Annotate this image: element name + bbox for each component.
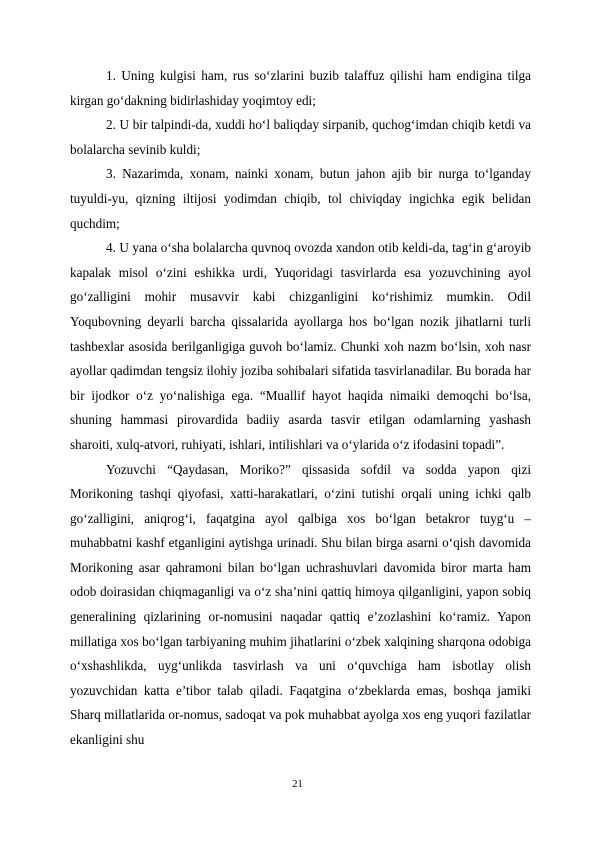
body-text: [70, 64, 531, 753]
paragraph-5: Yozuvchi “Qaydasan, Moriko?” qissasida sofdil va sodda yapon qizi Morikoning tashqi qiyofasi, xatti-harakatlari, o‘zini tutishi orqali uning ichki qalb go‘zalligini, aniqrog‘i, faqatgina ayol qalbiga xos bo‘lgan betakror tuyg‘u – muhabbatni kashf etganligini aytishga urinadi. Shu bilan birga asarni o‘qish davomida Morikoning asar qahramoni bilan bo‘lgan uchrashuvlari davomida biror marta ham odob doirasidan chiqmaganligi va o‘z sha’nini qattiq himoya qilganligini, yapon sobiq generalining qizlarining or-nomusini naqadar qattiq e’zozlashini ko‘ramiz. Yapon millatiga xos bo‘lgan tarbiyaning muhim jihatlarini o‘zbek xalqining sharqona odobiga o‘xshashlikda, uyg‘unlikda tasvirlash va uni o‘quvchiga ham isbotlay olish yozuvchidan katta e’tibor talab qiladi. Faqatgina o‘zbeklarda emas, boshqa jamiki Sharq millatlarida or-nomus, sadoqat va pok muhabbat ayolga xos eng yuqori fazilatlar ekanligini shu: [70, 461, 531, 748]
paragraph-4: 4. U yana o‘sha bolalarcha quvnoq ovozda xandon otib keldi-da, tag‘in g‘aroyib kapalak misol o‘zini eshikka urdi, Yuqoridagi tasvirlarda esa yozuvchining ayol go‘zalligini mohir musavvir kabi chizganligini ko‘rishimiz mumkin. Odil Yoqubovning deyarli barcha qissalarida ayollarga hos bo‘lgan nozik jihatlarni turli tashbexlar asosida berilganligiga guvoh bo‘lamiz. Chunki xoh nazm bo‘lsin, xoh nasr ayollar qadimdan tengsiz ilohiy joziba sohibalari sifatida tasvirlanadilar. Bu borada har bir ijodkor o‘z yo‘nalishiga ega. “Muallif hayot haqida nimaiki demoqchi bo‘lsa, shuning hammasi pirovardida badiiy asarda tasvir etilgan odamlarning yashash sharoiti, xulq-atvori, ruhiyati, ishlari, intilishlari va o‘ylarida o‘z ifodasini topadi”.: [70, 240, 531, 452]
page-number: 21: [292, 779, 303, 790]
paragraph-1: 1. Uning kulgisi ham, rus so‘zlarini buzib talaffuz qilishi ham endigina tilga kirgan go‘dakning bidirlashiday yoqimtoy edi;: [70, 68, 531, 108]
paragraph-2: 2. U bir talpindi-da, xuddi ho‘l baliqday sirpanib, quchog‘imdan chiqib ketdi va bolalarcha sevinib kuldi;: [70, 117, 531, 157]
paragraph-3: 3. Nazarimda, xonam, nainki xonam, butun jahon ajib bir nurga to‘lganday tuyuldi-yu, qizning iltijosi yodimdan chiqib, tol chiviqday ingichka egik belidan quchdim;: [70, 166, 531, 231]
